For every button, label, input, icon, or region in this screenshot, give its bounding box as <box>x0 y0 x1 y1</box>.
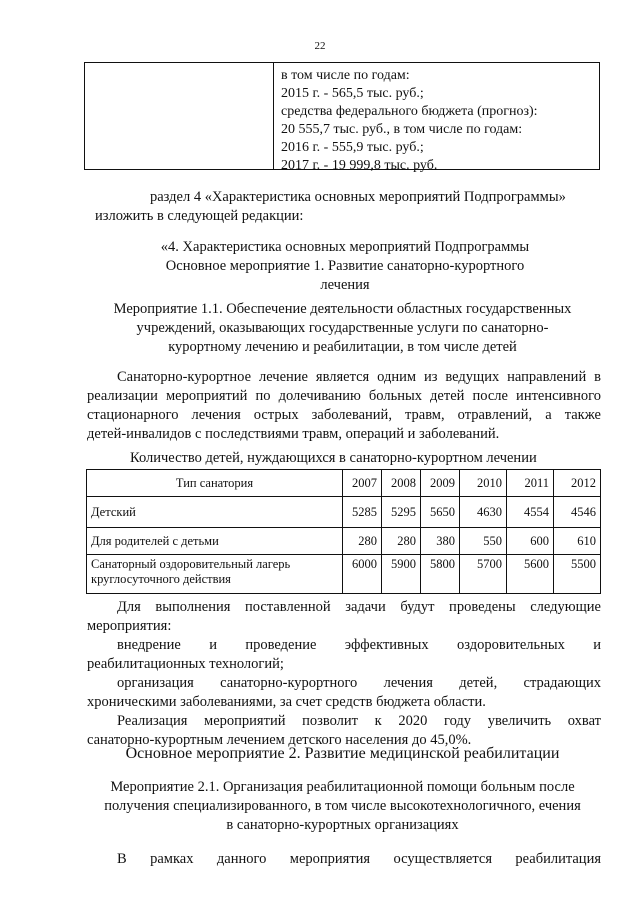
table-caption: Количество детей, нуждающихся в санаторно-курортном лечении <box>130 450 537 466</box>
section-heading <box>90 238 600 295</box>
paragraph-line: мероприятия: <box>87 618 172 634</box>
main-measure-1-title-cont: лечения <box>320 277 370 293</box>
table-cell: 5600 <box>507 555 554 594</box>
table-cell: 6000 <box>343 555 382 594</box>
heading-line: Мероприятие 2.1. Организация реабилитационной помощи больным после <box>110 779 575 795</box>
table-cell: Для родителей с детьми <box>87 528 343 555</box>
paragraph-line: внедрение и проведение эффективных оздоровительных и <box>117 637 601 653</box>
paragraph-line: санаторно-курортным лечением детского населения до 45,0%. <box>87 732 472 748</box>
header-cell: 2010 <box>460 470 507 497</box>
table-row <box>87 497 601 528</box>
paragraph-line: Реализация мероприятий позволит к 2020 году увеличить охват <box>117 713 601 729</box>
paragraph-line: реализации мероприятий по долечиванию больных детей после интенсивного <box>87 388 601 404</box>
funding-line: 2017 г. - 19 999,8 тыс. руб. <box>281 158 438 173</box>
paragraph-line: В рамках данного мероприятия осуществляется реабилитация <box>117 851 601 867</box>
table-row <box>87 555 601 594</box>
table-cell: 280 <box>343 528 382 555</box>
table-cell: 4546 <box>554 497 601 528</box>
funding-table <box>84 62 600 173</box>
table-cell: 280 <box>382 528 421 555</box>
table-cell: 5295 <box>382 497 421 528</box>
measure-2-1-heading <box>85 778 600 835</box>
paragraph-line: Для выполнения поставленной задачи будут проведены следующие <box>117 599 601 615</box>
section-title: «4. Характеристика основных мероприятий Подпрограммы <box>160 239 530 255</box>
table-cell: 5500 <box>554 555 601 594</box>
last-paragraph <box>117 850 601 869</box>
funding-line: средства федерального бюджета (прогноз): <box>281 104 538 119</box>
table-cell: 5900 <box>382 555 421 594</box>
heading-line: курортному лечению и реабилитации, в том числе детей <box>168 339 517 355</box>
header-cell: 2008 <box>382 470 421 497</box>
table-cell: 5650 <box>421 497 460 528</box>
funding-line: 2015 г. - 565,5 тыс. руб.; <box>281 86 424 101</box>
instruction-block <box>95 207 595 226</box>
instruction-line: раздел 4 «Характеристика основных мероприятий Подпрограммы» <box>150 189 566 205</box>
table-cell: 4554 <box>507 497 554 528</box>
table-cell: 5800 <box>421 555 460 594</box>
table-divider <box>273 63 274 169</box>
header-cell: 2012 <box>554 470 601 497</box>
funding-line: 20 555,7 тыс. руб., в том числе по годам: <box>281 122 523 137</box>
table-cell: Детский <box>87 497 343 528</box>
table-cell: Санаторный оздоровительный лагерь круглосуточного действия <box>87 555 343 594</box>
main-measure-1-title: Основное мероприятие 1. Развитие санаторно-курортного <box>165 258 525 274</box>
header-cell: Тип санатория <box>87 470 343 497</box>
table-cell: 600 <box>507 528 554 555</box>
table-header-row <box>87 470 601 497</box>
heading-line: Мероприятие 1.1. Обеспечение деятельности областных государственных <box>113 301 572 317</box>
funding-line: в том числе по годам: <box>281 68 410 83</box>
table-cell: 5700 <box>460 555 507 594</box>
header-cell: 2007 <box>343 470 382 497</box>
heading-line: в санаторно-курортных организациях <box>226 817 459 833</box>
paragraph-1 <box>87 368 601 444</box>
paragraph-2 <box>87 598 601 750</box>
header-cell: 2011 <box>507 470 554 497</box>
paragraph-line: Санаторно-курортное лечение является одним из ведущих направлений в <box>117 369 601 385</box>
table-row <box>87 528 601 555</box>
table-cell: 380 <box>421 528 460 555</box>
funding-cell <box>281 67 538 175</box>
heading-line: получения специализированного, в том числе высокотехнологичного, ечения <box>104 798 581 814</box>
table-cell: 5285 <box>343 497 382 528</box>
table-cell: 4630 <box>460 497 507 528</box>
instruction-line: изложить в следующей редакции: <box>95 208 304 224</box>
page-number: 22 <box>314 40 326 52</box>
heading-line: учреждений, оказывающих государственные услуги по санаторно- <box>136 320 549 336</box>
table-cell: 610 <box>554 528 601 555</box>
paragraph-line: организация санаторно-курортного лечения детей, страдающих <box>117 675 601 691</box>
funding-line: 2016 г. - 555,9 тыс. руб.; <box>281 140 424 155</box>
paragraph-line: реабилитационных технологий; <box>87 656 284 672</box>
main-measure-2-heading: Основное мероприятие 2. Развитие медицинской реабилитации <box>125 745 560 762</box>
paragraph-line: хроническими заболеваниями, за счет средств бюджета области. <box>87 694 486 710</box>
measure-1-1-heading <box>85 300 600 357</box>
children-sanatorium-table <box>86 469 601 594</box>
instruction <box>150 188 610 207</box>
paragraph-line: стационарного лечения острых заболеваний, травм, отравлений, а также <box>87 407 601 423</box>
paragraph-line: детей-инвалидов с последствиями травм, операций и заболеваний. <box>87 426 500 442</box>
table-cell: 550 <box>460 528 507 555</box>
header-cell: 2009 <box>421 470 460 497</box>
